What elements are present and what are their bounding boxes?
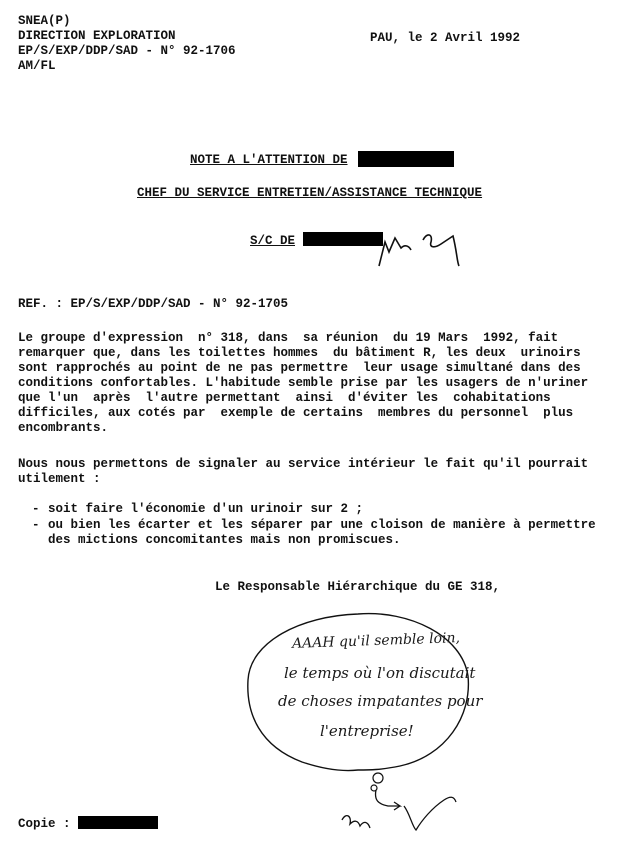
bubble-line: le temps où l'on discutait [284, 664, 476, 682]
paragraph2-line: utilement : [18, 472, 101, 486]
ref-line: REF. : EP/S/EXP/DDP/SAD - N° 92-1705 [18, 297, 289, 311]
header-reference: EP/S/EXP/DDP/SAD - N° 92-1706 [18, 44, 236, 58]
paragraph1-line: remarquer que, dans les toilettes hommes du bâtiment R, les deux urinoirs [18, 346, 581, 360]
header-org: SNEA(P) [18, 14, 71, 28]
redaction-recipient [358, 151, 454, 167]
chef-title: CHEF DU SERVICE ENTRETIEN/ASSISTANCE TECHNIQUE [137, 186, 483, 200]
paragraph1-line: difficiles, aux cotés par exemple de certains membres du personnel plus [18, 406, 574, 420]
paragraph1-line: sont rapprochés au point de ne pas permettre leur usage simultané dans des [18, 361, 581, 375]
paragraph2-line: Nous nous permettons de signaler au service intérieur le fait qu'il pourrait [18, 457, 589, 471]
bubble-line: l'entreprise! [320, 722, 414, 740]
bubble-line: AAAH qu'il semble loin, [291, 630, 461, 652]
paragraph1-line: Le groupe d'expression n° 318, dans sa réunion du 19 Mars 1992, fait [18, 331, 559, 345]
redaction-sc [303, 232, 383, 246]
handwritten-initials-signature [375, 222, 475, 272]
list-item-text-continuation: des mictions concomitantes mais non promiscues. [48, 533, 401, 547]
note-title: NOTE A L'ATTENTION DE [190, 153, 348, 167]
paragraph1-line: que l'un après l'autre permettant ainsi d'éviter les cohabitations [18, 391, 551, 405]
redaction-copie [78, 816, 158, 829]
header-direction: DIRECTION EXPLORATION [18, 29, 176, 43]
sc-title: S/C DE [250, 234, 296, 248]
copie-label: Copie : [18, 817, 71, 831]
paragraph1-line: conditions confortables. L'habitude semble prise par les usagers de n'uriner [18, 376, 589, 390]
paragraph1-line: encombrants. [18, 421, 109, 435]
list-item-text: ou bien les écarter et les séparer par une cloison de manière à permettre [48, 518, 596, 532]
signature-line: Le Responsable Hiérarchique du GE 318, [215, 580, 501, 594]
header-place-date: PAU, le 2 Avril 1992 [370, 31, 521, 45]
doodle-signature [340, 786, 480, 838]
list-dash: - [32, 518, 40, 532]
header-initials: AM/FL [18, 59, 56, 73]
bubble-line: de choses impatantes pour [278, 692, 483, 710]
list-dash: - [32, 502, 40, 516]
list-item-text: soit faire l'économie d'un urinoir sur 2 ; [48, 502, 364, 516]
